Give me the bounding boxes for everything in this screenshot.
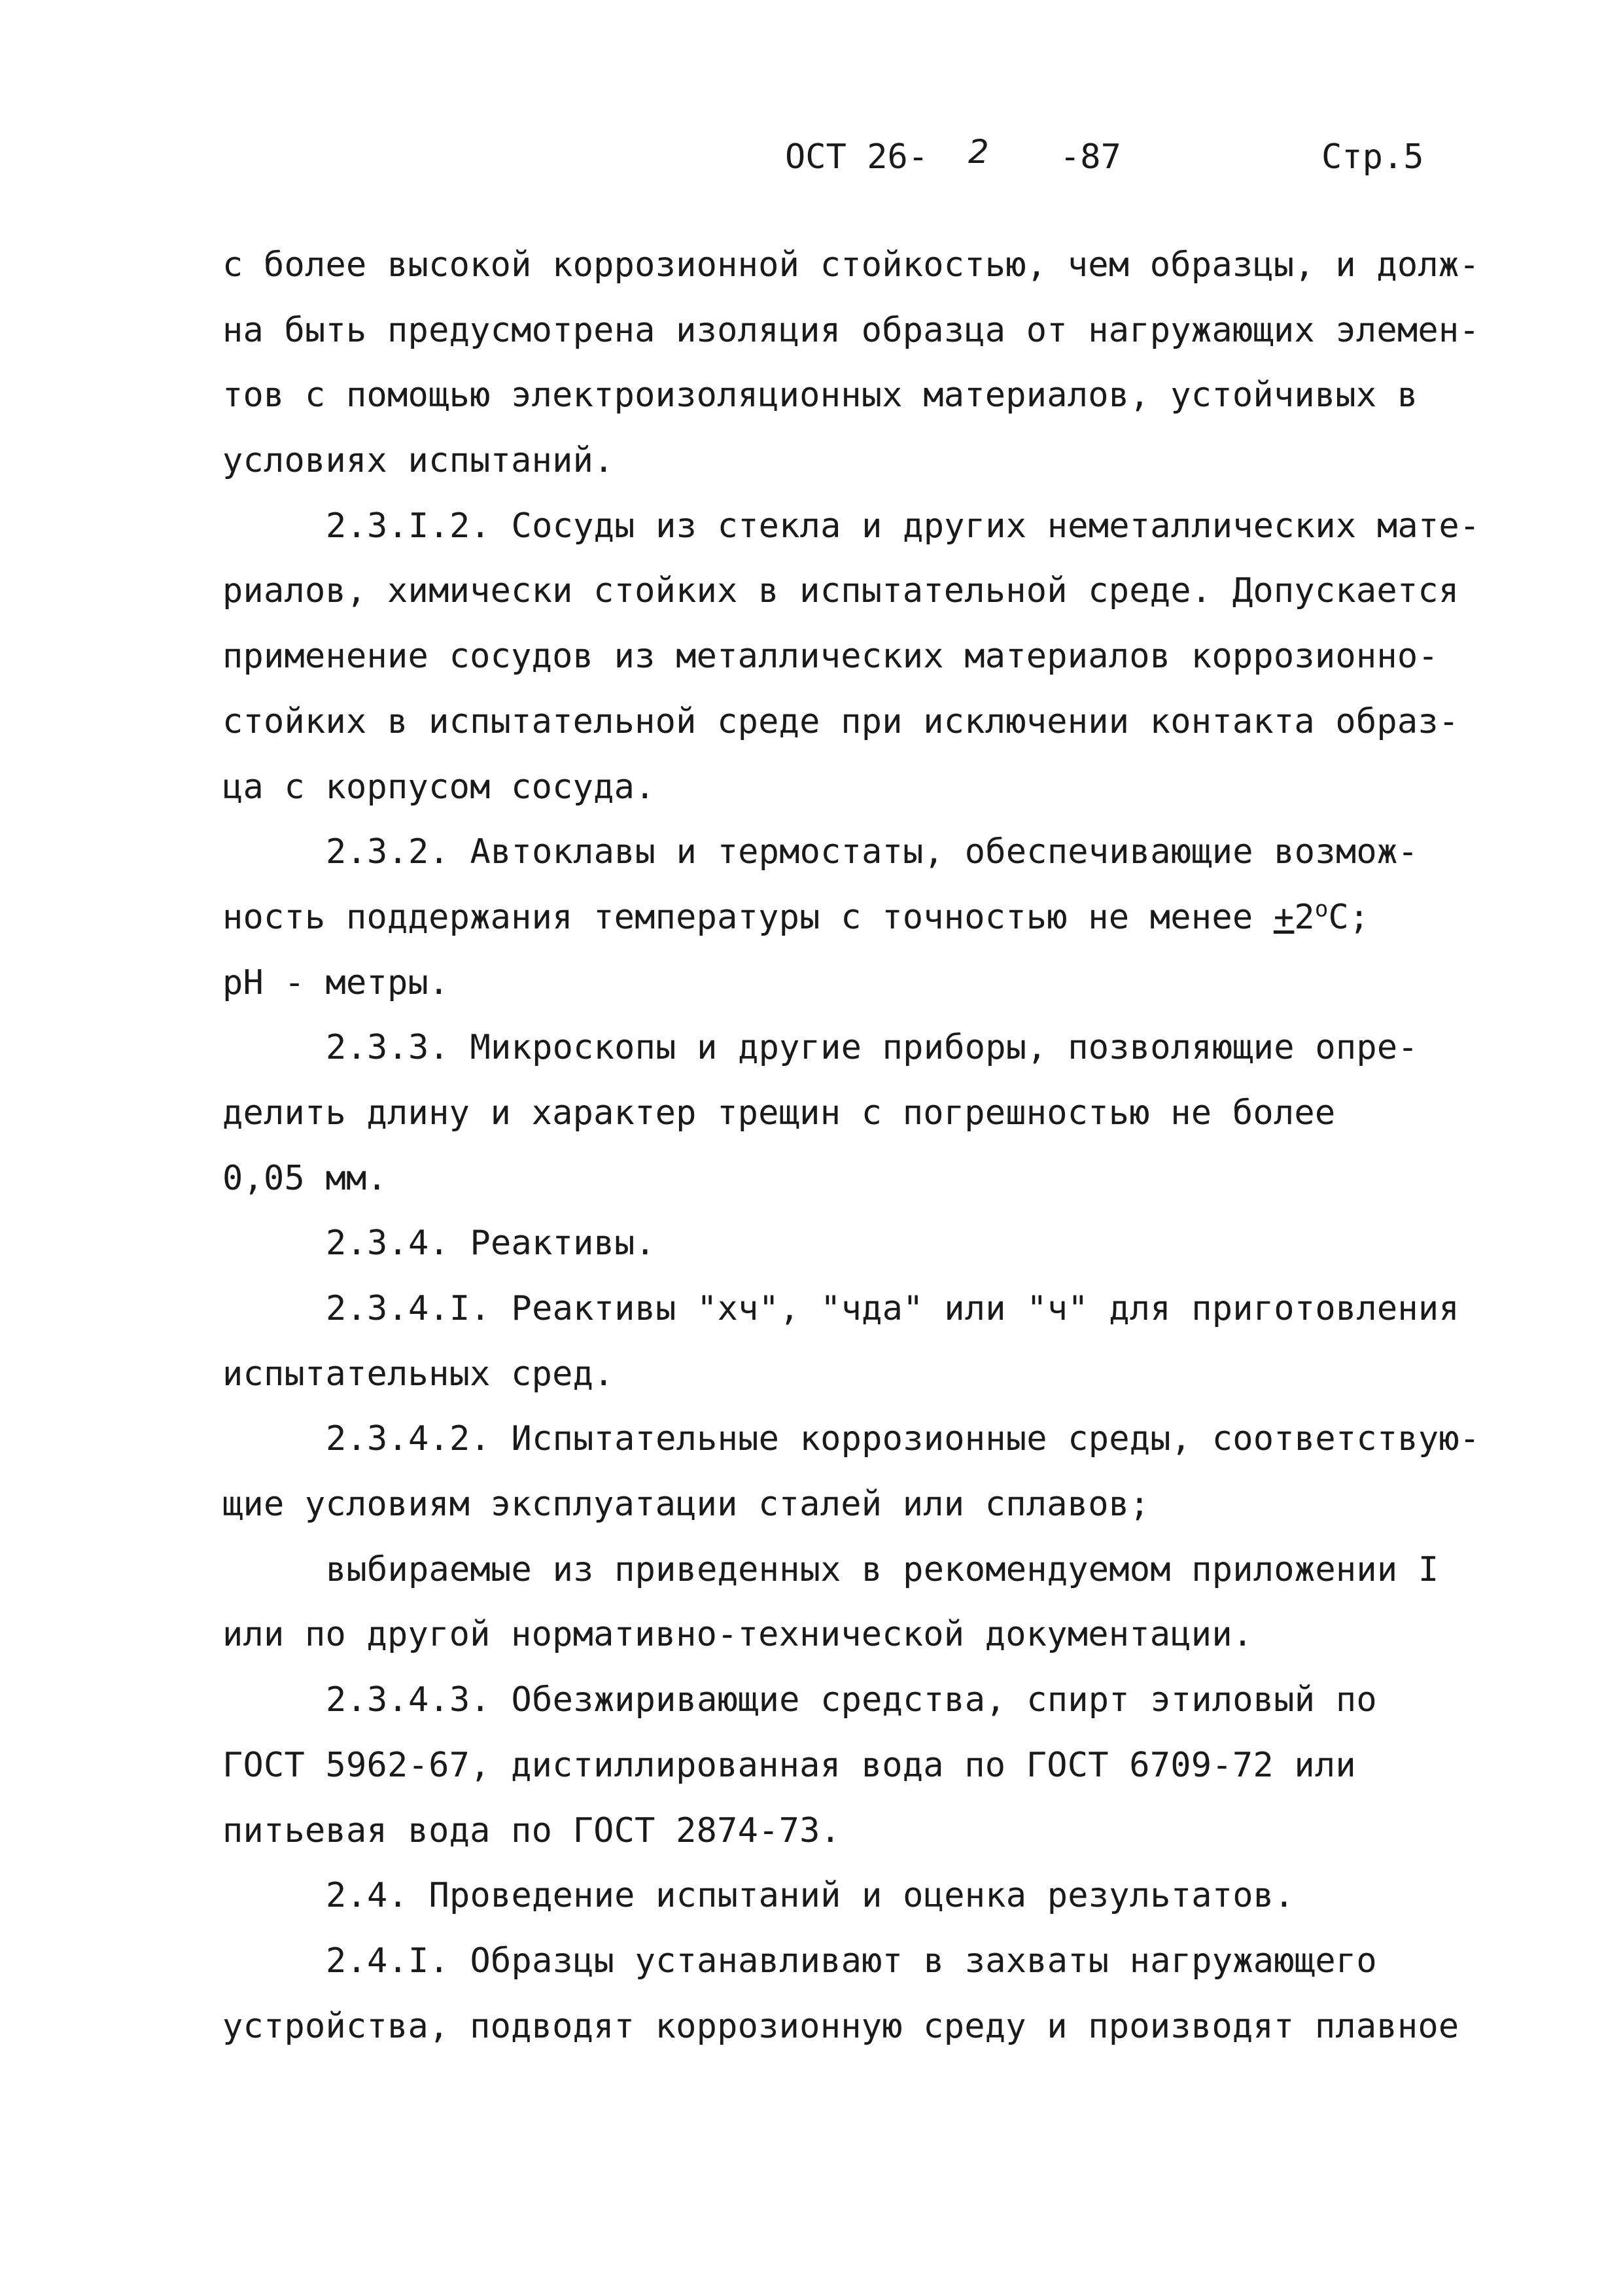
paragraph-2-3-2: 2.3.2. Автоклавы и термостаты, обеспечивающие возмож-: [326, 832, 1418, 872]
text-line: риалов, химически стойких в испытательной среде. Допускается: [222, 571, 1459, 611]
standard-code: ОСТ 26-: [785, 137, 929, 177]
text-line: на быть предусмотрена изоляция образца от нагружающих элемен-: [222, 310, 1480, 350]
text-line: 0,05 мм.: [222, 1158, 388, 1198]
document-body: [222, 233, 1480, 2059]
text-line: щие условиям эксплуатации сталей или сплавов;: [222, 1485, 1150, 1525]
text-line: испытательных сред.: [222, 1354, 614, 1394]
text-line: применение сосудов из металлических материалов коррозионно-: [222, 637, 1439, 677]
text-line: или по другой нормативно-технической документации.: [222, 1615, 1253, 1655]
standard-year: -87: [1060, 137, 1121, 177]
text-line: условиях испытаний.: [222, 441, 614, 481]
paragraph-2-3-4-1: 2.3.4.I. Реактивы "хч", "чда" или "ч" для приготовления: [326, 1289, 1459, 1328]
page-header: [785, 134, 1439, 180]
temperature-value: 2: [1294, 897, 1315, 937]
plus-minus-sign: +: [1273, 897, 1295, 937]
text-line: устройства, подводят коррозионную среду и производят плавное: [222, 2006, 1459, 2046]
text-line: делить длину и характер трещин с погрешностью не более: [222, 1093, 1336, 1133]
text-line: питьевая вода по ГОСТ 2874-73.: [222, 1810, 841, 1850]
page-number: Стр.5: [1321, 137, 1424, 177]
degree-sign: o: [1314, 896, 1329, 923]
text-line: тов с помощью электроизоляционных материалов, устойчивых в: [222, 376, 1418, 415]
paragraph-2-3-4-3: 2.3.4.3. Обезжиривающие средства, спирт этиловый по: [326, 1680, 1377, 1720]
standard-number: 2: [968, 133, 989, 171]
text-line: выбираемые из приведенных в рекомендуемом приложении I: [326, 1549, 1439, 1589]
section-2-4-heading: 2.4. Проведение испытаний и оценка результатов.: [326, 1876, 1295, 1916]
text-line: рН - метры.: [222, 963, 449, 1002]
text-line: ность поддержания температуры с точностью не менее: [222, 897, 1274, 937]
text-line: ГОСТ 5962-67, дистиллированная вода по ГОСТ 6709-72 или: [222, 1745, 1356, 1785]
paragraph-2-3-3: 2.3.3. Микроскопы и другие приборы, позволяющие опре-: [326, 1028, 1418, 1068]
paragraph-2-3-1-2: 2.3.I.2. Сосуды из стекла и других неметаллических мате-: [326, 506, 1480, 546]
paragraph-2-3-4: 2.3.4. Реактивы.: [326, 1224, 656, 1263]
paragraph-2-4-1: 2.4.I. Образцы устанавливают в захваты нагружающего: [326, 1941, 1377, 1981]
text-line: ца с корпусом сосуда.: [222, 767, 655, 807]
temperature-line: [222, 885, 1452, 951]
paragraph-2-3-4-2: 2.3.4.2. Испытательные коррозионные среды, соответствую-: [326, 1419, 1480, 1459]
temperature-unit: C;: [1328, 897, 1370, 937]
text-line: с более высокой коррозионной стойкостью, чем образцы, и долж-: [222, 245, 1480, 285]
text-line: стойких в испытательной среде при исключении контакта образ-: [222, 701, 1459, 741]
